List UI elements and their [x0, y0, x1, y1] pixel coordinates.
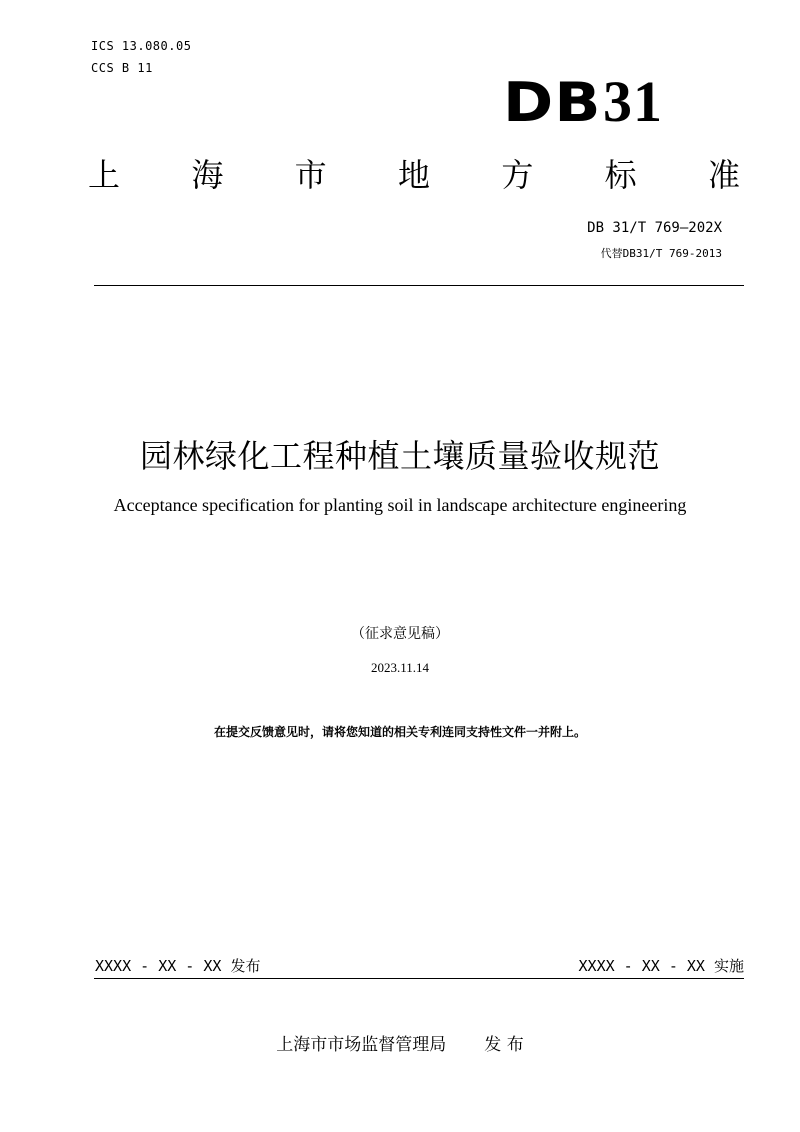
db-logo-digits: 31 — [602, 69, 663, 134]
title-char: 市 — [294, 156, 327, 194]
ccs-code: CCS B 11 — [91, 61, 153, 75]
db-logo — [503, 69, 663, 134]
footer-divider — [94, 978, 744, 979]
header-divider — [94, 285, 744, 286]
document-title: 园林绿化工程种植土壤质量验收规范 — [139, 437, 660, 475]
draft-label: （征求意见稿） — [351, 626, 449, 642]
title-char: 上 — [88, 156, 121, 194]
title-char: 海 — [191, 156, 224, 194]
replaces-standard: 代替DB31/T 769-2013 — [600, 247, 722, 260]
title-char: 方 — [501, 156, 534, 194]
db-logo-letters: DB — [503, 71, 602, 134]
issuer-action: 发 布 — [484, 1035, 524, 1055]
issuer-name: 上海市市场监督管理局 — [276, 1035, 447, 1055]
issuer-line — [0, 1033, 800, 1057]
patent-notice: 在提交反馈意见时，请将您知道的相关专利连同支持性文件一并附上。 — [213, 725, 586, 739]
title-char: 标 — [604, 156, 637, 194]
standard-type-title — [88, 153, 740, 197]
issue-date: XXXX - XX - XX 发布 — [95, 957, 261, 975]
title-char: 地 — [397, 156, 430, 194]
title-char: 准 — [707, 156, 740, 194]
document-title-english: Acceptance specification for planting soil in landscape architecture engineering — [113, 495, 687, 515]
standard-number: DB 31/T 769—202X — [587, 220, 722, 236]
implementation-date: XXXX - XX - XX 实施 — [578, 957, 744, 975]
draft-date: 2023.11.14 — [370, 660, 430, 675]
ics-code: ICS 13.080.05 — [91, 39, 192, 53]
